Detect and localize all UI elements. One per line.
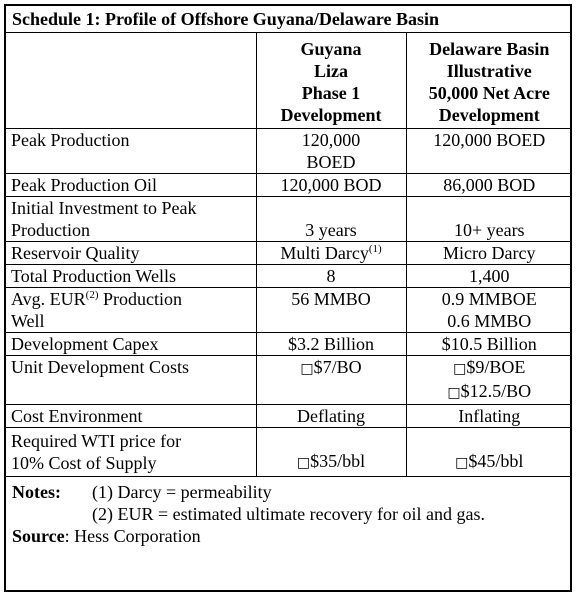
header-empty-cell <box>6 33 256 129</box>
value-text: $7/BO <box>313 357 362 377</box>
table-row <box>6 405 572 428</box>
table-title: Schedule 1: Profile of Offshore Guyana/Delaware Basin <box>6 6 572 33</box>
table-row <box>6 174 572 197</box>
guyana-value <box>256 356 406 405</box>
header-delaware-line: Illustrative <box>446 61 532 81</box>
note-text: (2) EUR = estimated ultimate recovery for oil and gas. <box>92 504 486 524</box>
guyana-value: 120,000 BOD <box>256 174 406 197</box>
missing-glyph-icon: □ <box>296 455 311 471</box>
row-label: Unit Development Costs <box>6 356 256 405</box>
label-line <box>11 288 251 310</box>
source-label: Source <box>12 526 65 546</box>
value-line: 0.6 MMBO <box>447 311 532 331</box>
delaware-value: 10+ years <box>406 197 572 242</box>
label-line: 10% Cost of Supply <box>11 453 157 473</box>
missing-glyph-icon: □ <box>453 361 467 377</box>
header-delaware <box>406 33 572 129</box>
table-row <box>6 242 572 265</box>
header-delaware-line: 50,000 Net Acre <box>428 83 550 103</box>
header-delaware-line: Delaware Basin <box>429 39 550 59</box>
delaware-value <box>406 356 572 405</box>
note-text: (1) Darcy = permeability <box>92 482 272 502</box>
header-guyana-line: Guyana <box>300 39 362 59</box>
title-row <box>6 6 572 33</box>
label-line: Well <box>11 311 45 331</box>
guyana-value: 56 MMBO <box>256 288 406 333</box>
footnote-ref: (2) <box>85 289 99 301</box>
header-guyana <box>256 33 406 129</box>
schedule-table <box>6 6 572 549</box>
delaware-value: $10.5 Billion <box>406 333 572 356</box>
note-line <box>12 481 566 503</box>
table-row <box>6 129 572 174</box>
row-label: Total Production Wells <box>6 265 256 288</box>
label-line: Initial Investment to Peak <box>11 198 197 218</box>
header-row <box>6 33 572 129</box>
value-text: $35/bbl <box>310 451 366 471</box>
value-line <box>412 380 568 404</box>
notes-label: Notes: <box>12 482 61 502</box>
notes-cell <box>6 477 572 550</box>
label-line: Required WTI price for <box>11 431 182 451</box>
table-row <box>6 333 572 356</box>
header-guyana-line: Phase 1 <box>301 83 361 103</box>
guyana-value: 8 <box>256 265 406 288</box>
row-label <box>6 288 256 333</box>
table-row <box>6 197 572 242</box>
row-label: Peak Production <box>6 129 256 174</box>
row-label <box>6 428 256 477</box>
header-guyana-line: Liza <box>314 61 348 81</box>
value-text: Multi Darcy <box>280 243 369 263</box>
header-delaware-line: Development <box>438 105 540 125</box>
guyana-value <box>256 428 406 477</box>
delaware-value: Micro Darcy <box>406 242 572 265</box>
delaware-value: 1,400 <box>406 265 572 288</box>
schedule-table-frame <box>4 4 572 592</box>
missing-glyph-icon: □ <box>455 455 469 471</box>
value-line: 120,000 <box>301 130 361 150</box>
delaware-value: 120,000 BOED <box>406 129 572 174</box>
missing-glyph-icon: □ <box>300 361 314 377</box>
table-row <box>6 288 572 333</box>
guyana-value: 3 years <box>256 197 406 242</box>
delaware-value: Inflating <box>406 405 572 428</box>
guyana-value: Deflating <box>256 405 406 428</box>
label-text: Avg. EUR <box>11 289 86 309</box>
table-row <box>6 428 572 477</box>
missing-glyph-icon: □ <box>447 385 461 401</box>
delaware-value <box>406 428 572 477</box>
guyana-value <box>256 129 406 174</box>
value-line: 0.9 MMBOE <box>441 289 537 309</box>
delaware-value <box>406 288 572 333</box>
table-row <box>6 356 572 405</box>
notes-row <box>6 477 572 550</box>
value-text: $9/BOE <box>466 357 526 377</box>
guyana-value: $3.2 Billion <box>256 333 406 356</box>
row-label <box>6 197 256 242</box>
label-line: Production <box>11 220 90 240</box>
header-guyana-line: Development <box>280 105 382 125</box>
row-label: Development Capex <box>6 333 256 356</box>
value-text: $45/bbl <box>468 451 524 471</box>
value-line: BOED <box>306 152 356 172</box>
guyana-value <box>256 242 406 265</box>
row-label: Reservoir Quality <box>6 242 256 265</box>
row-label: Cost Environment <box>6 405 256 428</box>
value-text: $12.5/BO <box>460 381 532 401</box>
source-text: : Hess Corporation <box>64 526 201 546</box>
delaware-value: 86,000 BOD <box>406 174 572 197</box>
note-line <box>12 503 566 525</box>
source-line <box>12 525 566 547</box>
value-line <box>412 356 568 380</box>
label-text: Production <box>98 289 182 309</box>
table-row <box>6 265 572 288</box>
row-label: Peak Production Oil <box>6 174 256 197</box>
footnote-ref: (1) <box>368 243 382 255</box>
